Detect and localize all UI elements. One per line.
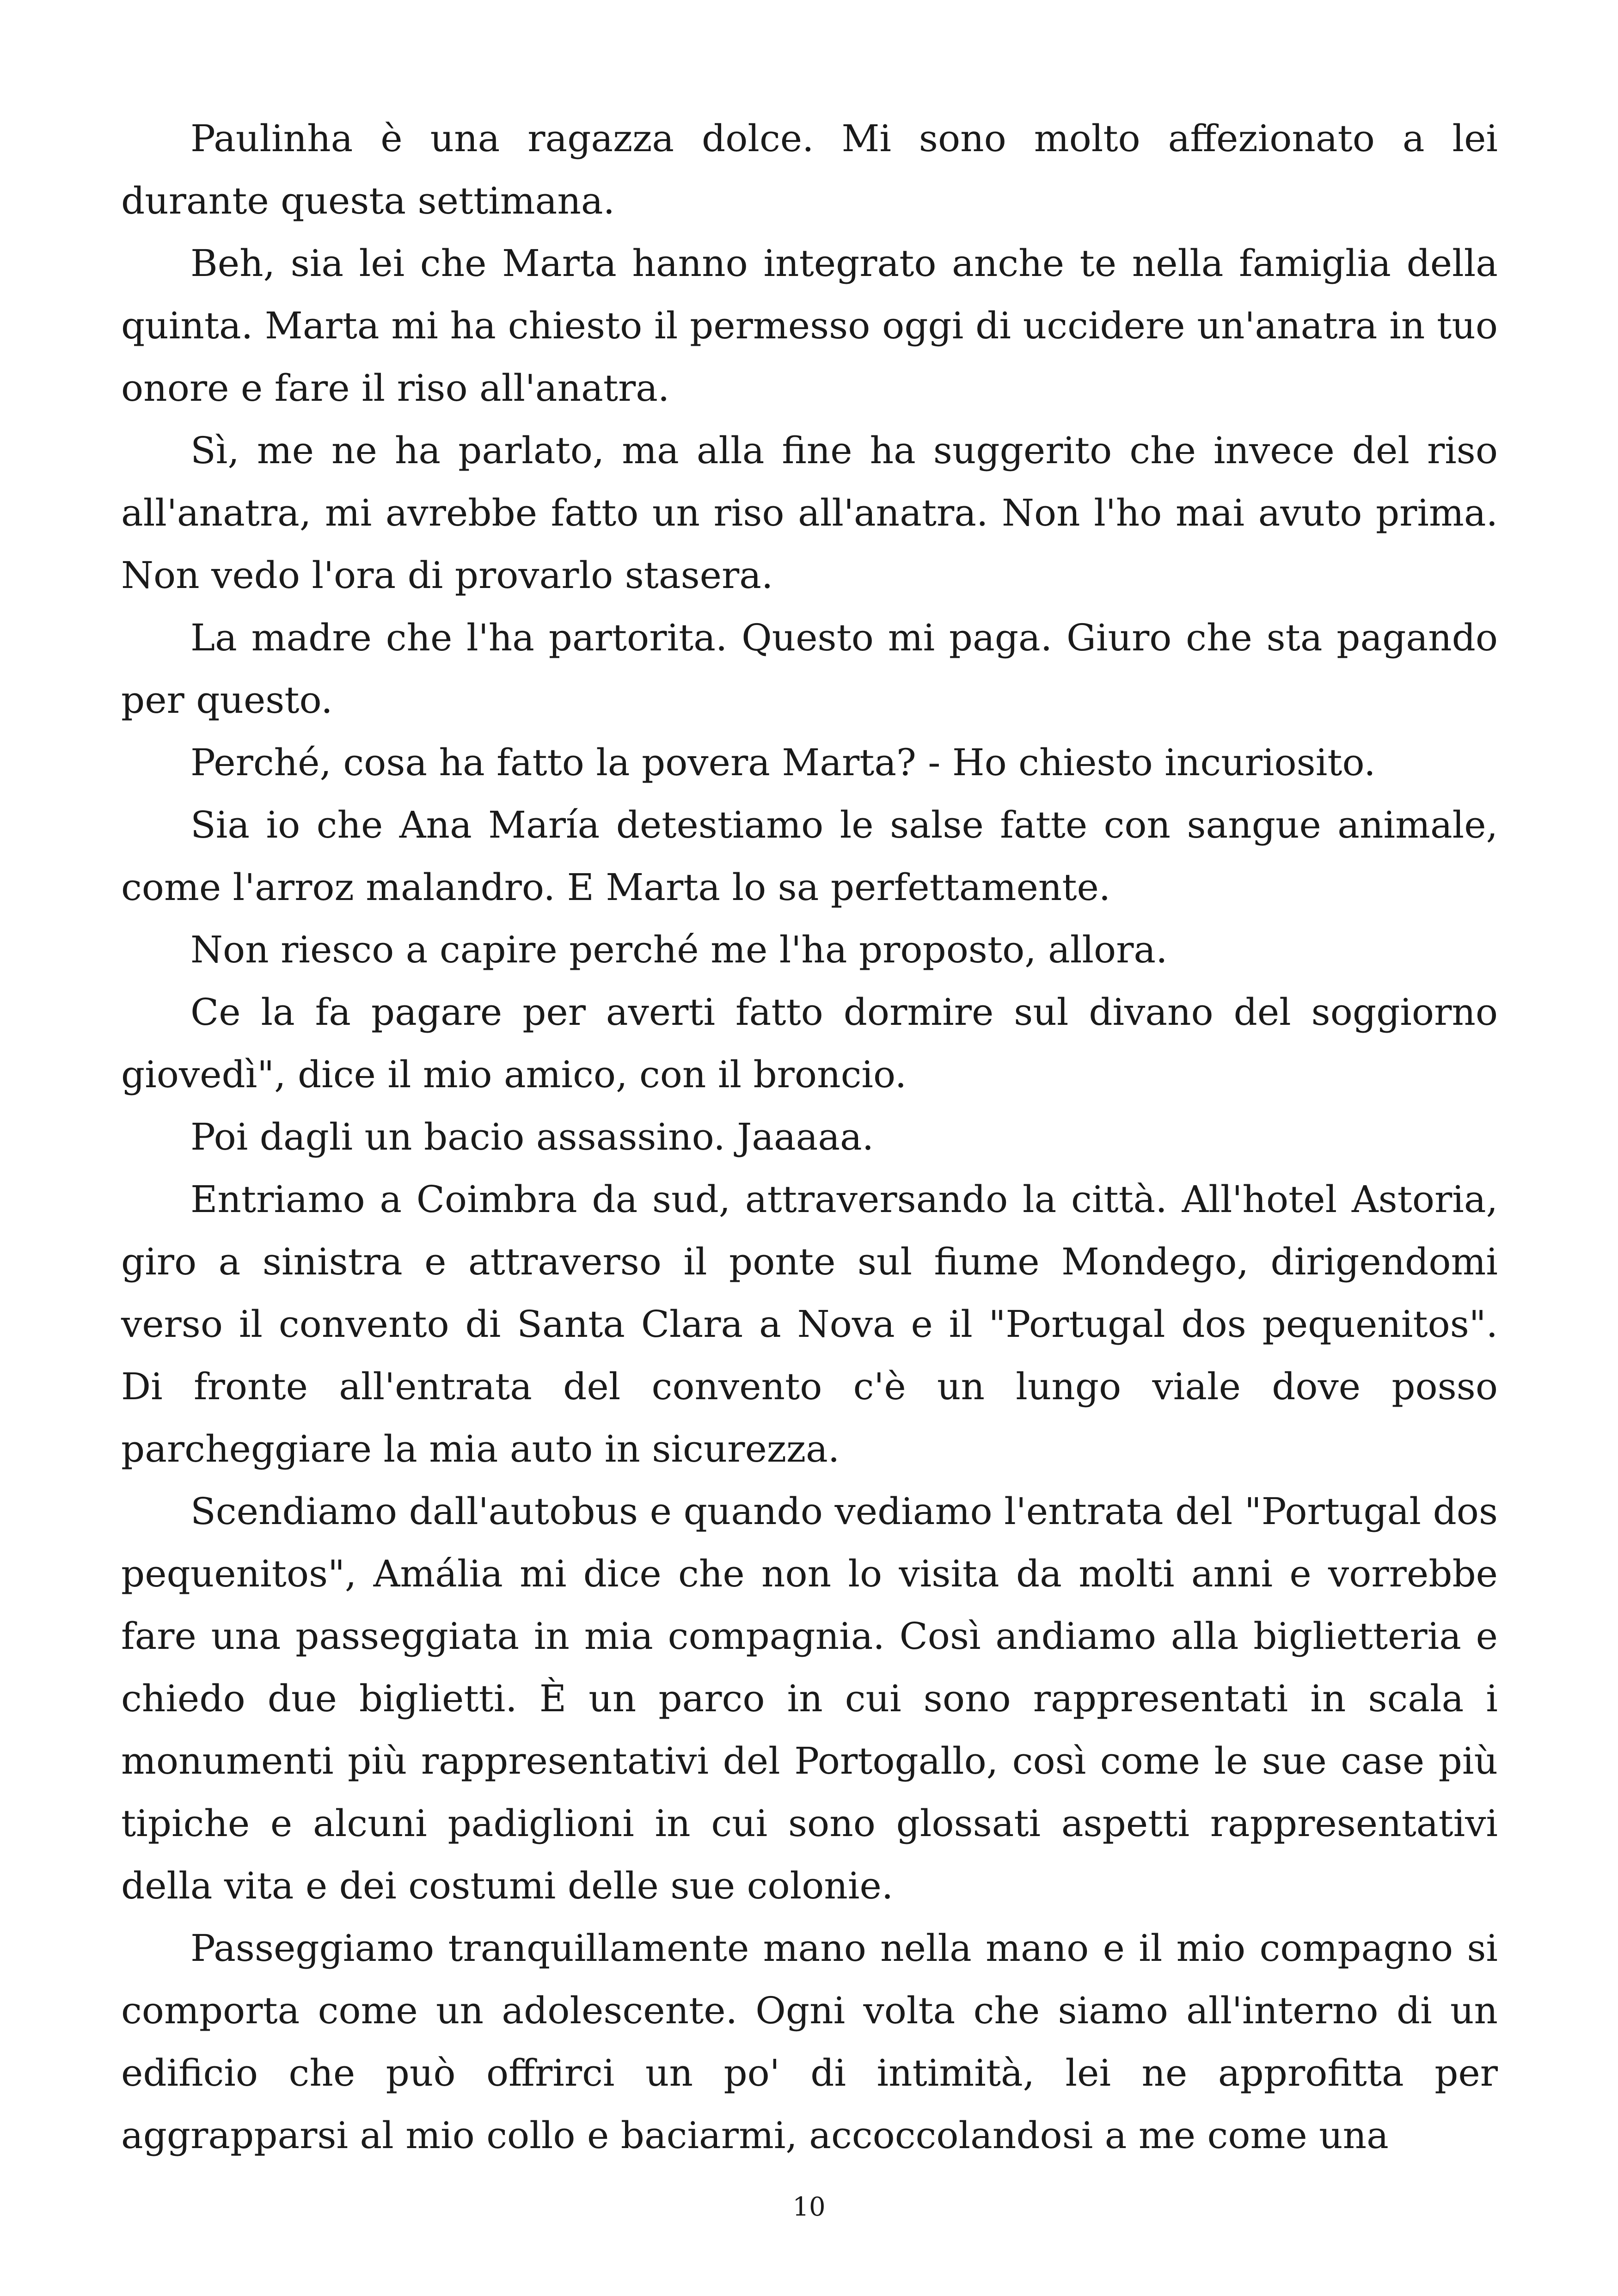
- paragraph: Poi dagli un bacio assassino. Jaaaaa.: [190, 1115, 874, 1158]
- paragraph: Ce la fa pagare per averti fatto dormire sul divano del soggiorno giovedì", dice il mio amico, con il broncio.: [121, 991, 1498, 1096]
- paragraph: Scendiamo dall'autobus e quando vediamo l'entrata del "Portugal dos pequenitos", Amália mi dice che non lo visita da molti anni e vorrebbe fare una passeggiata in mia compagnia. Così andiamo alla biglietteria e chiedo due biglietti. È un parco in cui sono rappresentati in scala i monumenti più rappresentativi del Portogallo, così come le sue case più tipiche e alcuni padiglioni in cui sono glossati aspetti rappresentativi della vita e dei costumi delle sue colonie.: [121, 1490, 1498, 1907]
- paragraph: Paulinha è una ragazza dolce. Mi sono molto affezionato a lei durante questa settimana.: [121, 117, 1498, 222]
- paragraph: Sì, me ne ha parlato, ma alla fine ha suggerito che invece del riso all'anatra, mi avrebbe fatto un riso all'anatra. Non l'ho mai avuto prima. Non vedo l'ora di provarlo stasera.: [121, 429, 1498, 597]
- paragraph: Beh, sia lei che Marta hanno integrato anche te nella famiglia della quinta. Marta mi ha chiesto il permesso oggi di uccidere un'anatra in tuo onore e fare il riso all'anatra.: [121, 242, 1498, 410]
- paragraph: Entriamo a Coimbra da sud, attraversando la città. All'hotel Astoria, giro a sinistra e attraverso il ponte sul fiume Mondego, dirigendomi verso il convento di Santa Clara a Nova e il "Portugal dos pequenitos". Di fronte all'entrata del convento c'è un lungo viale dove posso parcheggiare la mia auto in sicurezza.: [121, 1178, 1498, 1470]
- page-number: 10: [792, 2192, 826, 2222]
- paragraph: Perché, cosa ha fatto la povera Marta? - Ho chiesto incuriosito.: [190, 741, 1376, 784]
- paragraph: Non riesco a capire perché me l'ha proposto, allora.: [190, 928, 1168, 971]
- paragraph: Passeggiamo tranquillamente mano nella mano e il mio compagno si comporta come un adolescente. Ogni volta che siamo all'interno di un edificio che può offrirci un po' di intimità, lei ne approfitta per aggrapparsi al mio collo e baciarmi, accoccolandosi a me come una: [121, 1927, 1498, 2157]
- body-text: [121, 107, 1498, 2167]
- paragraph: La madre che l'ha partorita. Questo mi paga. Giuro che sta pagando per questo.: [121, 616, 1498, 722]
- paragraph: Sia io che Ana María detestiamo le salse fatte con sangue animale, come l'arroz malandro. E Marta lo sa perfettamente.: [121, 803, 1498, 909]
